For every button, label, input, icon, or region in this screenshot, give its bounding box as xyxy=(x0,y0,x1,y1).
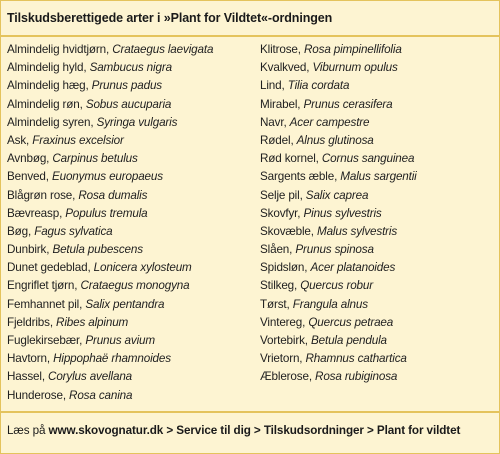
species-item: Tørst, Frangula alnus xyxy=(260,297,368,311)
species-latin-name: Rosa rubiginosa xyxy=(315,370,398,384)
species-common-name: Sargents æble xyxy=(260,170,335,184)
species-common-name: Spidsløn xyxy=(260,261,305,275)
species-item: Vrietorn, Rhamnus cathartica xyxy=(260,352,407,366)
species-common-name: Hassel xyxy=(7,370,42,384)
species-common-name: Femhannet pil xyxy=(7,297,80,311)
species-item: Vintereg, Quercus petraea xyxy=(260,315,394,329)
species-latin-name: Populus tremula xyxy=(65,206,148,220)
species-latin-name: Ribes alpinum xyxy=(56,315,129,329)
species-common-name: Tørst xyxy=(260,297,287,311)
species-common-name: Vrietorn xyxy=(260,352,300,366)
species-common-name: Almindelig hyld xyxy=(7,61,84,75)
species-item: Skovfyr, Pinus sylvestris xyxy=(260,206,382,220)
species-item: Avnbøg, Carpinus betulus xyxy=(7,152,138,166)
species-item: Slåen, Prunus spinosa xyxy=(260,243,374,257)
species-common-name: Skovfyr xyxy=(260,206,298,220)
species-item: Hassel, Corylus avellana xyxy=(7,370,133,384)
species-item: Fjeldribs, Ribes alpinum xyxy=(7,315,129,329)
species-item: Kvalkved, Viburnum opulus xyxy=(260,61,398,75)
species-common-name: Navr xyxy=(260,115,284,129)
species-latin-name: Betula pendula xyxy=(310,334,387,347)
species-latin-name: Pinus sylvestris xyxy=(303,206,382,220)
species-common-name: Fuglekirsebær xyxy=(7,334,80,347)
species-latin-name: Rosa pimpinellifolia xyxy=(303,43,402,56)
species-common-name: Benved xyxy=(7,170,46,184)
species-latin-name: Prunus cerasifera xyxy=(303,97,393,111)
footer-link[interactable]: www.skovognatur.dk xyxy=(48,424,164,437)
species-item: Skovæble, Malus sylvestris xyxy=(260,224,398,238)
species-latin-name: Cornus sanguinea xyxy=(321,152,415,166)
species-common-name: Engriflet tjørn xyxy=(7,279,75,293)
species-item: Ask, Fraxinus excelsior xyxy=(7,133,124,147)
species-common-name: Mirabel xyxy=(260,97,298,111)
species-latin-name: Fraxinus excelsior xyxy=(32,133,124,147)
species-common-name: Bævreasp xyxy=(7,206,60,220)
species-latin-name: Corylus avellana xyxy=(48,370,133,384)
species-latin-name: Sambucus nigra xyxy=(89,61,172,75)
species-item: Almindelig hyld, Sambucus nigra xyxy=(7,61,172,75)
species-item: Almindelig syren, Syringa vulgaris xyxy=(7,115,178,129)
species-item: Almindelig røn, Sobus aucuparia xyxy=(7,97,172,111)
species-latin-name: Rosa dumalis xyxy=(78,188,148,202)
species-item: Æblerose, Rosa rubiginosa xyxy=(260,370,398,384)
species-latin-name: Syringa vulgaris xyxy=(96,115,178,129)
species-item: Engriflet tjørn, Crataegus monogyna xyxy=(7,279,190,293)
species-latin-name: Salix caprea xyxy=(305,188,369,202)
species-item: Hunderose, Rosa canina xyxy=(7,388,133,402)
footer-crumb-tilskud[interactable]: Tilskudsordninger xyxy=(263,424,364,437)
footer-crumb-service[interactable]: Service til dig xyxy=(176,424,251,437)
species-item: Dunbirk, Betula pubescens xyxy=(7,243,143,257)
species-common-name: Dunbirk xyxy=(7,243,47,257)
footer-path xyxy=(7,424,460,437)
species-common-name: Almindelig syren xyxy=(7,115,91,129)
box-header xyxy=(1,1,499,37)
species-latin-name: Lonicera xylosteum xyxy=(93,261,192,275)
species-common-name: Dunet gedeblad xyxy=(7,261,88,275)
species-common-name: Stilkeg xyxy=(260,279,295,293)
species-latin-name: Tilia cordata xyxy=(287,79,350,93)
species-common-name: Blågrøn rose xyxy=(7,188,73,202)
species-latin-name: Fagus sylvatica xyxy=(34,224,113,238)
box-title: Tilskudsberettigede arter i »Plant for Vildtet«-ordningen xyxy=(7,11,333,25)
species-latin-name: Rhamnus cathartica xyxy=(305,352,407,366)
species-common-name: Fjeldribs xyxy=(7,315,50,329)
species-common-name: Kvalkved xyxy=(260,61,307,75)
species-latin-name: Betula pubescens xyxy=(52,243,143,257)
species-item: Fuglekirsebær, Prunus avium xyxy=(7,334,155,347)
species-item: Benved, Euonymus europaeus xyxy=(7,170,163,184)
species-common-name: Vintereg xyxy=(260,315,303,329)
species-latin-name: Viburnum opulus xyxy=(312,61,398,75)
species-common-name: Almindelig hvidtjørn xyxy=(7,43,106,56)
species-item: Vortebirk, Betula pendula xyxy=(260,334,387,347)
species-latin-name: Alnus glutinosa xyxy=(296,133,374,147)
species-latin-name: Quercus robur xyxy=(300,279,373,293)
species-item: Dunet gedeblad, Lonicera xylosteum xyxy=(7,261,192,275)
species-item: Rødel, Alnus glutinosa xyxy=(260,133,374,147)
species-common-name: Avnbøg xyxy=(7,152,47,166)
species-item: Klitrose, Rosa pimpinellifolia xyxy=(260,43,402,56)
species-item: Bævreasp, Populus tremula xyxy=(7,206,148,220)
footer-crumb-plant[interactable]: Plant for vildtet xyxy=(376,424,461,437)
species-item: Stilkeg, Quercus robur xyxy=(260,279,373,293)
footer-separator: > xyxy=(166,424,174,437)
species-list-left xyxy=(7,41,213,405)
species-item: Rød kornel, Cornus sanguinea xyxy=(260,152,415,166)
species-latin-name: Crataegus laevigata xyxy=(112,43,214,56)
species-common-name: Bøg xyxy=(7,224,28,238)
species-latin-name: Sobus aucuparia xyxy=(85,97,172,111)
species-latin-name: Carpinus betulus xyxy=(52,152,138,166)
species-item: Lind, Tilia cordata xyxy=(260,79,350,93)
footer-separator: > xyxy=(253,424,261,437)
species-item: Mirabel, Prunus cerasifera xyxy=(260,97,393,111)
species-common-name: Ask xyxy=(7,133,27,147)
species-common-name: Hunderose xyxy=(7,388,63,402)
species-latin-name: Malus sylvestris xyxy=(316,224,398,238)
species-latin-name: Salix pentandra xyxy=(85,297,165,311)
species-list-right xyxy=(260,41,417,387)
species-latin-name: Euonymus europaeus xyxy=(51,170,163,184)
species-latin-name: Hippophaë rhamnoides xyxy=(53,352,171,366)
species-latin-name: Acer campestre xyxy=(289,115,370,129)
species-item: Almindelig hvidtjørn, Crataegus laevigata xyxy=(7,43,214,56)
species-item: Selje pil, Salix caprea xyxy=(260,188,369,202)
species-item: Sargents æble, Malus sargentii xyxy=(260,170,417,184)
footer-separator: > xyxy=(367,424,374,437)
species-latin-name: Quercus petraea xyxy=(308,315,394,329)
species-latin-name: Prunus avium xyxy=(85,334,155,347)
species-common-name: Rød kornel xyxy=(260,152,316,166)
species-common-name: Klitrose xyxy=(260,43,298,56)
species-common-name: Almindelig røn xyxy=(7,97,80,111)
box-footer xyxy=(1,411,499,453)
footer-prefix: Læs på xyxy=(7,424,46,437)
species-common-name: Havtorn xyxy=(7,352,47,366)
species-item: Femhannet pil, Salix pentandra xyxy=(7,297,165,311)
species-item: Blågrøn rose, Rosa dumalis xyxy=(7,188,148,202)
species-latin-name: Frangula alnus xyxy=(292,297,368,311)
species-latin-name: Crataegus monogyna xyxy=(80,279,190,293)
species-common-name: Selje pil xyxy=(260,188,300,202)
species-item: Almindelig hæg, Prunus padus xyxy=(7,79,162,93)
species-common-name: Almindelig hæg xyxy=(7,79,86,93)
species-latin-name: Prunus spinosa xyxy=(295,243,374,257)
species-common-name: Vortebirk xyxy=(260,334,305,347)
species-item: Navr, Acer campestre xyxy=(260,115,370,129)
species-latin-name: Rosa canina xyxy=(69,388,133,402)
species-latin-name: Malus sargentii xyxy=(340,170,417,184)
species-common-name: Slåen xyxy=(260,243,290,257)
species-item: Havtorn, Hippophaë rhamnoides xyxy=(7,352,171,366)
species-common-name: Lind xyxy=(260,79,282,93)
species-common-name: Æblerose xyxy=(260,370,309,384)
species-latin-name: Prunus padus xyxy=(91,79,162,93)
species-common-name: Rødel xyxy=(260,133,291,147)
species-common-name: Skovæble xyxy=(260,224,311,238)
species-item: Bøg, Fagus sylvatica xyxy=(7,224,113,238)
species-latin-name: Acer platanoides xyxy=(310,261,396,275)
species-item: Spidsløn, Acer platanoides xyxy=(260,261,396,275)
